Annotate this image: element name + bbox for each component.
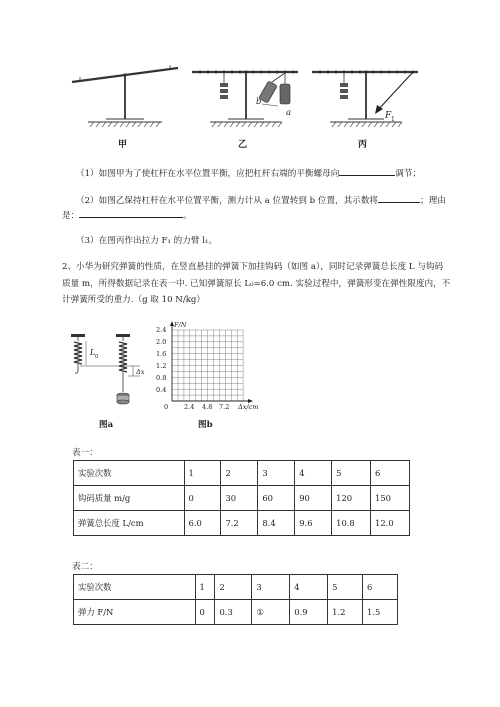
x-tick-7-2: 7.2 <box>219 403 230 411</box>
table-cell: 钩码质量 m/g <box>74 486 185 511</box>
q1-part2-line2-end: 。 <box>183 211 192 221</box>
table-cell: 8.4 <box>258 511 295 536</box>
table-cell: ① <box>252 600 290 625</box>
table-cell: 150 <box>371 486 410 511</box>
figure-a-caption: 图a <box>99 420 114 430</box>
table-cell: 0 <box>195 600 215 625</box>
y-tick-2-0: 2.0 <box>156 338 167 346</box>
label-dx: Δx <box>136 368 145 376</box>
lever-figure-yi <box>192 70 298 127</box>
table-cell: 5 <box>332 461 371 486</box>
figure-b-caption: 图b <box>198 420 213 430</box>
label-l0: L <box>90 348 96 357</box>
table-cell: 6 <box>371 461 410 486</box>
caption-bing: 丙 <box>358 140 368 150</box>
q1-part1 <box>76 166 421 180</box>
table-cell: 3 <box>258 461 295 486</box>
grid-lines <box>172 330 243 401</box>
data-table-1 <box>73 460 410 536</box>
label-f1-sub: 1 <box>391 116 395 123</box>
table-cell: 5 <box>328 575 363 600</box>
table-row <box>74 461 410 486</box>
table-cell: 6.0 <box>184 511 221 536</box>
x-tick-4-8: 4.8 <box>202 403 213 411</box>
table-cell: 90 <box>295 486 332 511</box>
x-tick-2-4: 2.4 <box>184 403 195 411</box>
x-axis-label: Δx/cm <box>238 403 259 411</box>
label-l0-sub: 0 <box>95 354 99 360</box>
answer-blank-direction[interactable] <box>339 166 395 176</box>
table-cell: 6 <box>363 575 398 600</box>
table-cell: 实验次数 <box>74 575 196 600</box>
figure-b-graph <box>150 320 270 415</box>
table-cell: 0.3 <box>215 600 252 625</box>
table-row <box>74 600 398 625</box>
q1-part2-line2-start: 是： <box>62 211 80 221</box>
table-cell: 1.2 <box>328 600 363 625</box>
origin-label: 0 <box>164 403 169 411</box>
answer-blank-reading[interactable] <box>378 193 420 203</box>
table-row <box>74 575 398 600</box>
table-cell: 实验次数 <box>74 461 185 486</box>
table-cell: 10.8 <box>332 511 371 536</box>
lever-figure-bing <box>312 70 418 127</box>
table-cell: 2 <box>215 575 252 600</box>
table-cell: 4 <box>290 575 328 600</box>
table-cell: 7.2 <box>221 511 258 536</box>
label-f1: F <box>385 111 392 121</box>
table-cell: 30 <box>221 486 258 511</box>
y-tick-2-4: 2.4 <box>156 326 167 334</box>
table-cell: 120 <box>332 486 371 511</box>
table-cell: 1 <box>195 575 215 600</box>
caption-jia: 甲 <box>118 140 128 150</box>
table2-label: 表二： <box>72 562 98 572</box>
table-row <box>74 486 410 511</box>
table-cell: 0.9 <box>290 600 328 625</box>
q2-line3: 计弹簧所受的重力.（g 取 10 N/kg） <box>62 295 206 305</box>
table-cell: 弹簧总长度 L/cm <box>74 511 185 536</box>
caption-yi: 乙 <box>238 140 248 150</box>
lever-figures <box>60 55 440 155</box>
table-cell: 弹力 F/N <box>74 600 196 625</box>
q1-part2 <box>76 193 446 207</box>
table-cell: 60 <box>258 486 295 511</box>
table-cell: 1 <box>184 461 221 486</box>
table-cell: 9.6 <box>295 511 332 536</box>
table-cell: 1.5 <box>363 600 398 625</box>
table1-label: 表一： <box>72 448 98 458</box>
label-b: b <box>256 97 262 107</box>
answer-blank-reason[interactable] <box>79 208 183 218</box>
table-cell: 12.0 <box>371 511 410 536</box>
data-table-2 <box>73 574 398 625</box>
y-axis-label: F/N <box>174 321 187 329</box>
table-cell: 3 <box>252 575 290 600</box>
q2-line1: 2、小华为研究弹簧的性质，在竖直悬挂的弹簧下加挂钩码（如图 a），同时记录弹簧总长度 L 与钩码 <box>62 262 444 272</box>
q1-part1-end: 调节； <box>395 169 422 179</box>
q1-part3: （3）在图丙作出拉力 F₁ 的力臂 l₁。 <box>76 236 217 246</box>
q1-part2-text: （2）如图乙保持杠杆在水平位置平衡，测力计从 a 位置转到 b 位置，其示数将 <box>76 196 379 206</box>
table-cell: 2 <box>221 461 258 486</box>
label-a: a <box>286 108 292 118</box>
lever-figure-jia <box>72 65 178 127</box>
y-tick-1-6: 1.6 <box>156 350 167 358</box>
table-cell: 0 <box>184 486 221 511</box>
y-tick-1-2: 1.2 <box>156 362 167 370</box>
table-cell: 4 <box>295 461 332 486</box>
q2-line2: 质量 m，所得数据记录在表一中. 已知弹簧原长 L₀=6.0 cm. 实验过程中，弹簧形变在弹性限度内，不 <box>62 279 451 289</box>
y-tick-0-4: 0.4 <box>156 386 167 394</box>
y-tick-0-8: 0.8 <box>156 374 167 382</box>
q1-part1-text: （1）如图甲为了使杠杆在水平位置平衡，应把杠杆右端的平衡螺母向 <box>76 169 340 179</box>
q1-part2-mid: ；理由 <box>420 196 446 206</box>
table-row <box>74 511 410 536</box>
q1-part2-line2 <box>62 208 192 222</box>
